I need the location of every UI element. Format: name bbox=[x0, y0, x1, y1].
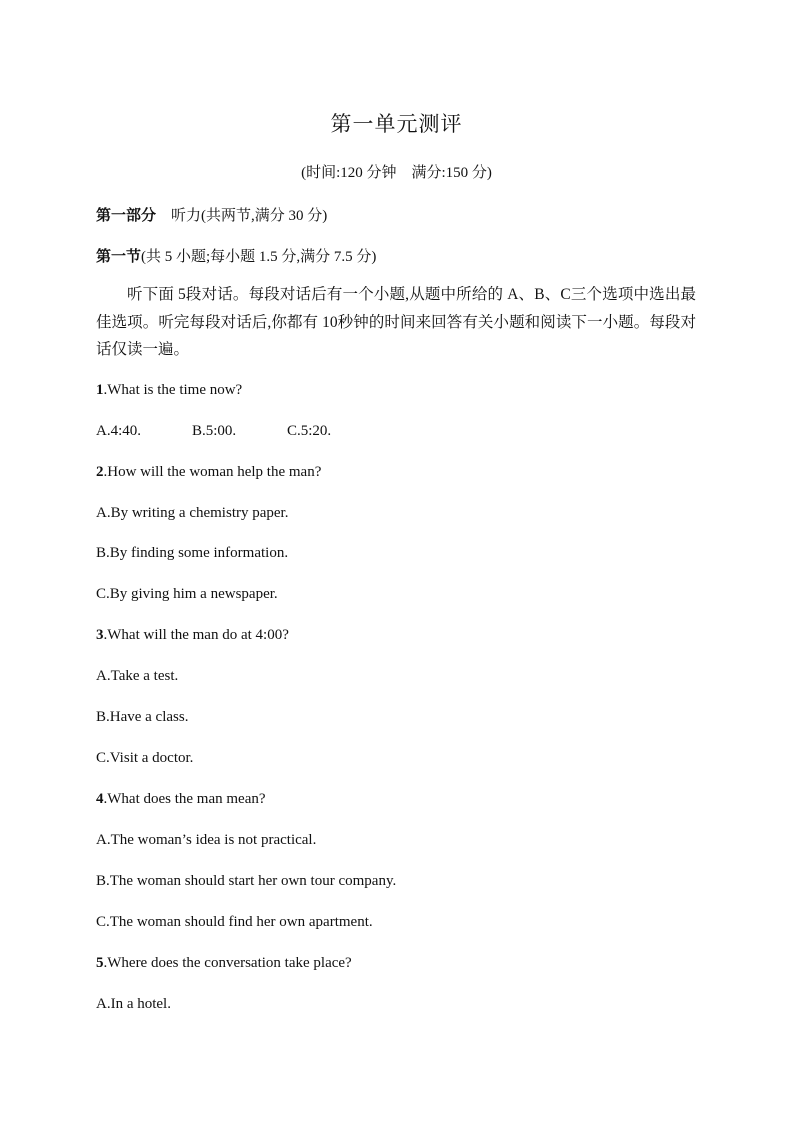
part-heading bbox=[96, 204, 327, 225]
section-heading bbox=[96, 245, 376, 266]
option-a: A.The woman’s idea is not practical. bbox=[96, 832, 317, 848]
option-a: A.4:40. bbox=[96, 423, 141, 439]
option-c: C.The woman should find her own apartment. bbox=[96, 914, 373, 930]
part-description: 听力(共两节,满分 30 分) bbox=[171, 208, 328, 224]
question-text: .Where does the conversation take place? bbox=[103, 955, 352, 971]
question-2 bbox=[96, 464, 321, 481]
exam-time-and-score: (时间:120 分钟 满分:150 分) bbox=[301, 165, 492, 181]
option-c: C.Visit a doctor. bbox=[96, 750, 194, 766]
option-a: A.In a hotel. bbox=[96, 996, 171, 1012]
page-title: 第一单元测评 bbox=[330, 112, 463, 136]
question-number: 3 bbox=[96, 627, 104, 643]
option-b: B.5:00. bbox=[192, 423, 237, 439]
question-3 bbox=[96, 627, 289, 644]
option-b: B.Have a class. bbox=[96, 709, 189, 725]
instructions-paragraph: 听下面 5段对话。每段对话后有一个小题,从题中所给的 A、B、C三个选项中选出最佳选项。听完每段对话后,你都有 10秒钟的时间来回答有关小题和阅读下一小题。每段对话仅读一遍。 bbox=[96, 286, 696, 358]
part-label: 第一部分 bbox=[96, 208, 157, 224]
question-number: 1 bbox=[96, 382, 104, 398]
question-5 bbox=[96, 955, 352, 972]
question-text: .What does the man mean? bbox=[103, 791, 266, 807]
question-4 bbox=[96, 791, 266, 808]
question-number: 2 bbox=[96, 464, 104, 480]
question-text: .How will the woman help the man? bbox=[103, 464, 322, 480]
option-a: A.By writing a chemistry paper. bbox=[96, 505, 289, 521]
section-label: 第一节 bbox=[96, 249, 142, 265]
option-b: B.By finding some information. bbox=[96, 545, 289, 561]
option-b: B.The woman should start her own tour company. bbox=[96, 873, 397, 889]
section-description: (共 5 小题;每小题 1.5 分,满分 7.5 分) bbox=[141, 249, 377, 265]
option-c: C.5:20. bbox=[287, 423, 332, 439]
question-number: 5 bbox=[96, 955, 104, 971]
question-number: 4 bbox=[96, 791, 104, 807]
option-a: A.Take a test. bbox=[96, 668, 179, 684]
question-text: .What will the man do at 4:00? bbox=[103, 627, 289, 643]
option-c: C.By giving him a newspaper. bbox=[96, 586, 278, 602]
question-1 bbox=[96, 382, 242, 399]
question-text: .What is the time now? bbox=[103, 382, 243, 398]
question-1-options bbox=[96, 423, 496, 443]
